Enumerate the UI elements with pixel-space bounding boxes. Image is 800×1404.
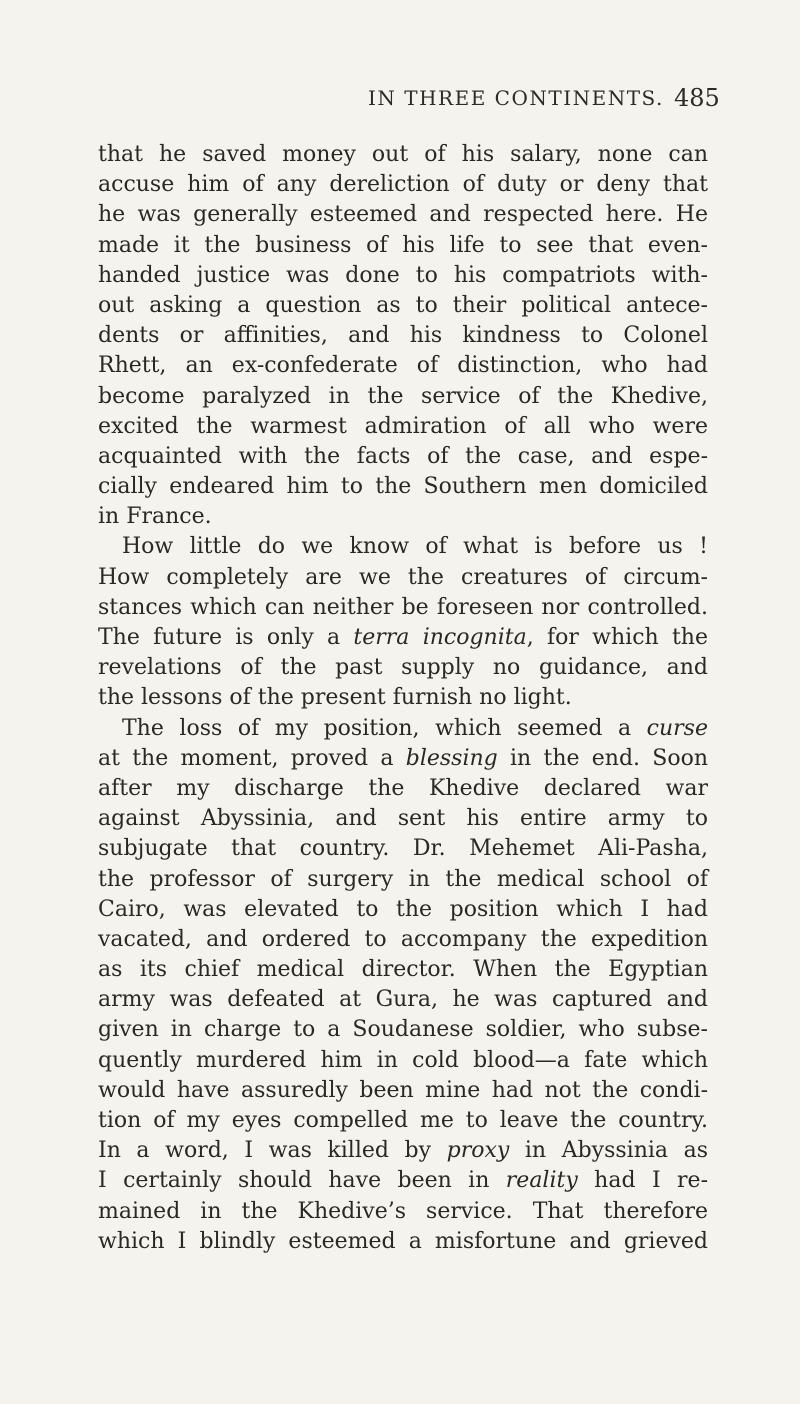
text-line <box>98 291 708 321</box>
text-line <box>98 1227 708 1257</box>
text-segment: excited the warmest admiration of all who were <box>98 413 708 439</box>
running-title: IN THREE CONTINENTS. <box>368 86 664 110</box>
text-segment: Cairo, was elevated to the position which I had <box>98 896 708 922</box>
text-line <box>98 532 708 562</box>
text-segment: become paralyzed in the service of the Khedive, <box>98 383 708 409</box>
italic-phrase: reality <box>505 1168 578 1194</box>
text-line <box>98 1166 708 1196</box>
text-segment: after my discharge the Khedive declared war <box>98 775 708 801</box>
text-segment: given in charge to a Soudanese soldier, who subse- <box>98 1017 708 1043</box>
text-line <box>98 1106 708 1136</box>
running-header <box>0 86 800 116</box>
text-segment: In a word, I was killed by <box>98 1138 447 1164</box>
text-line <box>98 351 708 381</box>
text-segment: How completely are we the creatures of circum- <box>98 564 708 590</box>
text-line <box>98 804 708 834</box>
text-segment: in the end. Soon <box>497 745 709 771</box>
text-segment: revelations of the past supply no guidance, and <box>98 655 708 681</box>
text-line <box>98 261 708 291</box>
text-line <box>98 955 708 985</box>
text-line <box>98 382 708 412</box>
text-line <box>98 683 708 713</box>
text-segment: would have assuredly been mine had not the condi- <box>98 1077 708 1103</box>
text-line <box>98 412 708 442</box>
text-line <box>98 865 708 895</box>
text-segment: the lessons of the present furnish no light. <box>98 685 572 711</box>
text-segment: dents or affinities, and his kindness to Colonel <box>98 323 708 349</box>
text-segment: handed justice was done to his compatriots with- <box>98 262 708 288</box>
text-segment: had I re- <box>577 1168 708 1194</box>
text-line <box>98 774 708 804</box>
text-line <box>98 502 708 532</box>
text-line <box>98 140 708 170</box>
text-segment: acquainted with the facts of the case, and espe- <box>98 443 708 469</box>
text-line <box>98 714 708 744</box>
text-segment: How little do we know of what is before us ! <box>122 534 708 560</box>
text-line <box>98 170 708 200</box>
text-line <box>98 1197 708 1227</box>
text-line <box>98 472 708 502</box>
text-segment: I certainly should have been in <box>98 1168 506 1194</box>
body-text <box>98 140 708 1257</box>
text-segment: accuse him of any dereliction of duty or deny that <box>98 172 708 198</box>
text-segment: The loss of my position, which seemed a <box>122 715 647 741</box>
text-line <box>98 231 708 261</box>
text-segment: stances which can neither be foreseen nor controlled. <box>98 594 708 620</box>
text-line <box>98 1015 708 1045</box>
text-segment: Rhett, an ex-confederate of distinction, who had <box>98 353 708 379</box>
text-line <box>98 834 708 864</box>
text-line <box>98 925 708 955</box>
text-line <box>98 744 708 774</box>
text-segment: the professor of surgery in the medical school of <box>98 866 708 892</box>
text-segment: which I blindly esteemed a misfortune and grieved <box>98 1228 708 1254</box>
italic-phrase: terra incognita <box>353 625 527 650</box>
text-line <box>98 442 708 472</box>
text-segment: cially endeared him to the Southern men domiciled <box>98 474 708 500</box>
text-segment: out asking a question as to their political antece- <box>98 292 708 318</box>
text-segment: vacated, and ordered to accompany the expedition <box>98 926 708 952</box>
text-line <box>98 1076 708 1106</box>
text-segment: in Abyssinia as <box>509 1138 708 1164</box>
text-line <box>98 321 708 351</box>
text-segment: , for which the <box>526 625 708 650</box>
text-segment: in France. <box>98 504 212 530</box>
text-segment: that he saved money out of his salary, none can <box>98 142 708 167</box>
text-segment: as its chief medical director. When the Egyptian <box>98 957 708 983</box>
text-segment: made it the business of his life to see that even- <box>98 232 708 258</box>
text-segment: army was defeated at Gura, he was captured and <box>98 987 708 1013</box>
text-segment: against Abyssinia, and sent his entire army to <box>98 806 708 832</box>
text-line <box>98 895 708 925</box>
italic-phrase: curse <box>646 715 708 741</box>
text-line <box>98 563 708 593</box>
text-segment: mained in the Khedive’s service. That therefore <box>98 1198 708 1224</box>
text-line <box>98 200 708 230</box>
text-line <box>98 593 708 623</box>
page-number: 485 <box>674 84 720 112</box>
text-segment: subjugate that country. Dr. Mehemet Ali-Pasha, <box>98 836 708 862</box>
text-line <box>98 1046 708 1076</box>
text-segment: quently murdered him in cold blood—a fate which <box>98 1047 708 1073</box>
italic-phrase: proxy <box>446 1138 510 1164</box>
text-segment: he was generally esteemed and respected here. He <box>98 202 708 228</box>
text-line <box>98 985 708 1015</box>
italic-phrase: blessing <box>405 745 498 771</box>
text-line <box>98 1136 708 1166</box>
text-line <box>98 623 708 653</box>
text-segment: tion of my eyes compelled me to leave the country. <box>98 1108 708 1133</box>
text-segment: at the moment, proved a <box>98 745 406 771</box>
text-line <box>98 653 708 683</box>
text-segment: The future is only a <box>98 625 354 650</box>
